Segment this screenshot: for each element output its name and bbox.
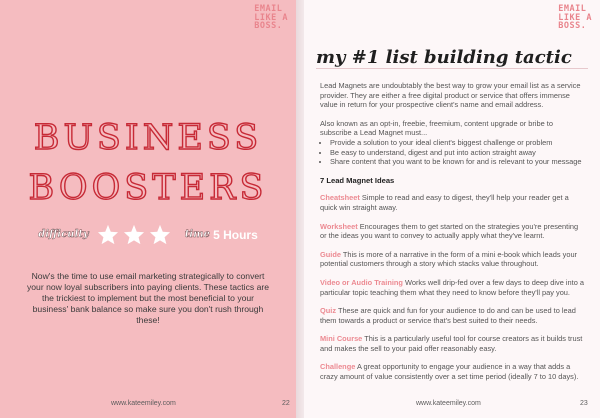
page-number: 23 — [580, 400, 588, 407]
idea-item — [320, 306, 584, 325]
brand-logo — [254, 5, 288, 31]
brand-line-2: LIKE A — [558, 12, 592, 23]
idea-text: Simple to read and easy to digest, they'll help your reader get a quick win straight away. — [320, 193, 569, 212]
idea-text: Encourages them to get started on the strategies you're presenting or the ideas you want to convey to actually apply what they've learnt. — [320, 221, 579, 241]
idea-item — [320, 334, 584, 353]
footer-url[interactable]: www.kateemiley.com — [111, 400, 176, 407]
idea-term: Quiz — [320, 306, 337, 316]
section-title-line-2: BOOSTERS — [28, 168, 268, 208]
idea-text: This is a particularly useful tool for course creators as it builds trust and makes the sell to your paid offer reasonably easy. — [320, 334, 583, 353]
left-page — [0, 0, 296, 418]
idea-text: These are quick and fun for your audience to do and can be used to lead them towards a product or service that's best suited to their needs. — [320, 306, 576, 325]
star-icon — [149, 224, 171, 245]
paragraph-lead-magnets: Lead Magnets are undoubtably the best way to grow your email list as a service provider. They are either a free digital product or service that offers immense value in return for your prospective client's name and email address. — [320, 81, 581, 110]
idea-text: This is more of a narrative in the form of a mini e-book which leads your potential customers through a story which stacks value throughout. — [320, 249, 578, 269]
brand-line-3: BOSS. — [254, 21, 283, 31]
star-icon — [123, 224, 145, 245]
brand-line-3: BOSS. — [558, 21, 587, 31]
idea-item — [320, 222, 584, 241]
difficulty-label: difficulty — [38, 229, 89, 240]
requirements-list — [320, 138, 584, 167]
idea-term: Guide — [320, 249, 341, 259]
page-body — [320, 81, 584, 391]
idea-item — [320, 193, 584, 212]
idea-item — [320, 362, 584, 381]
list-item: • Share content that you want to be known for and is relevant to your message — [330, 157, 584, 167]
brand-line-1: EMAIL — [558, 4, 587, 14]
brand-line-2: LIKE A — [254, 12, 288, 23]
ideas-heading: 7 Lead Magnet Ideas — [320, 175, 395, 185]
idea-term: Challenge — [320, 362, 356, 372]
star-icon — [97, 224, 119, 245]
list-item: • Be easy to understand, digest and put into action straight away — [330, 148, 584, 158]
book-gutter — [296, 0, 304, 418]
page-number: 22 — [282, 400, 290, 407]
title-underline — [316, 68, 588, 69]
list-item: • Provide a solution to your ideal client's biggest challenge or problem — [330, 138, 584, 148]
page-title: my #1 list building tactic — [316, 47, 572, 68]
difficulty-stars — [95, 224, 173, 245]
time-value: 5 Hours — [213, 227, 258, 242]
idea-text: A great opportunity to engage your audience in a way that adds a crazy amount of value consistently over a set time period (ideally 7 to 10 days). — [320, 362, 579, 382]
idea-term: Cheatsheet — [320, 193, 360, 203]
brand-logo — [558, 5, 592, 31]
brand-line-1: EMAIL — [254, 4, 283, 14]
time-label: time — [184, 229, 211, 240]
footer-url[interactable]: www.kateemiley.com — [416, 400, 481, 407]
idea-term: Video or Audio Training — [320, 277, 403, 287]
intro-paragraph: Now's the time to use email marketing strategically to convert your now loyal subscribers into paying clients. These tactics are the trickiest to implement but the most beneficial to your business' bank balance so make sure you don't rush through these! — [26, 271, 269, 325]
idea-term: Mini Course — [320, 334, 363, 344]
idea-text: Works well drip-fed over a few days to deep dive into a particular topic teaching them what they need to know before they'll pay you. — [320, 277, 584, 297]
difficulty-time-row — [0, 224, 296, 252]
idea-item — [320, 278, 584, 297]
right-page — [304, 0, 600, 418]
idea-term: Worksheet — [320, 221, 358, 231]
paragraph-also-known: Also known as an opt-in, freebie, freemium, content upgrade or bribe to subscribe a Lead Magnet must... — [320, 118, 553, 138]
idea-item — [320, 250, 584, 269]
section-title-line-1: BUSINESS — [33, 118, 263, 158]
